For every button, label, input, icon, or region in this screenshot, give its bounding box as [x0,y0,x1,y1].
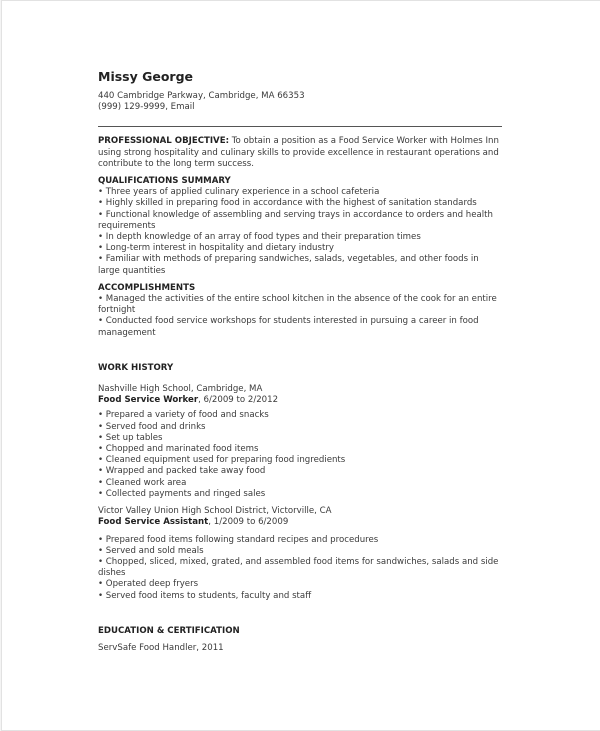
accomplishments-heading: ACCOMPLISHMENTS [98,282,196,293]
education-entry: ServSafe Food Handler, 2011 [98,642,224,653]
list-item: • Three years of applied culinary experience in a school cafeteria [98,187,380,198]
list-item: • Chopped, sliced, mixed, grated, and assembled food items for sandwiches, salads and side dishes [98,556,499,579]
job-duties-list [98,535,502,602]
list-item: • Chopped and marinated food items [98,444,259,455]
accomplishments-list [98,294,502,339]
job-role: Food Service Worker [98,395,199,406]
list-item: • Collected payments and ringed sales [98,488,266,499]
list-item: • Long-term interest in hospitality and dietary industry [98,243,334,254]
list-item: • Prepared food items following standard recipes and procedures [98,534,379,545]
job-dates: , 6/2009 to 2/2012 [198,395,279,406]
objective-text: To obtain a position as a Food Service Worker with Holmes Inn using strong hospitality and culinary skills to provide excellence in restaurant operations and contribute to the long term success. [98,136,499,169]
list-item: • Operated deep fryers [98,579,199,590]
job-employer: Victor Valley Union High School District, Victorville, CA [98,506,332,517]
job-employer: Nashville High School, Cambridge, MA [98,384,263,395]
candidate-name: Missy George [98,69,194,84]
job-dates: , 1/2009 to 6/2009 [208,517,289,528]
list-item: • Prepared a variety of food and snacks [98,410,269,421]
education-heading: EDUCATION & CERTIFICATION [98,625,240,636]
list-item: • In depth knowledge of an array of food types and their preparation times [98,232,421,243]
qualifications-list [98,187,502,277]
job-role: Food Service Assistant [98,517,209,528]
job-title-line [98,517,502,528]
work-history-heading: WORK HISTORY [98,362,174,373]
list-item: • Conducted food service workshops for students interested in pursuing a career in food management [98,316,479,338]
header-divider [98,126,502,127]
list-item: • Familiar with methods of preparing sandwiches, salads, vegetables, and other foods in large quantities [98,254,479,276]
list-item: • Cleaned equipment used for preparing food ingredients [98,455,346,466]
qualifications-heading: QUALIFICATIONS SUMMARY [98,176,231,187]
list-item: • Functional knowledge of assembling and serving trays in accordance to orders and health requirements [98,209,493,231]
list-item: • Set up tables [98,432,163,443]
list-item: • Cleaned work area [98,477,187,488]
address-line: 440 Cambridge Parkway, Cambridge, MA 66353 [98,91,305,101]
list-item: • Wrapped and packed take away food [98,466,266,477]
list-item: • Served and sold meals [98,545,204,556]
job-duties-list [98,410,502,500]
resume-page [1,0,600,731]
objective-title: PROFESSIONAL OBJECTIVE: [98,136,230,147]
job-title-line [98,395,502,406]
resume-document [98,69,502,654]
objective-paragraph [98,136,502,170]
list-item: • Served food items to students, faculty and staff [98,590,312,601]
list-item: • Served food and drinks [98,421,206,432]
list-item: • Managed the activities of the entire school kitchen in the absence of the cook for an entire fortnight [98,294,497,316]
contact-line: (999) 129-9999, Email [98,102,195,113]
list-item: • Highly skilled in preparing food in accordance with the highest of sanitation standards [98,198,477,209]
